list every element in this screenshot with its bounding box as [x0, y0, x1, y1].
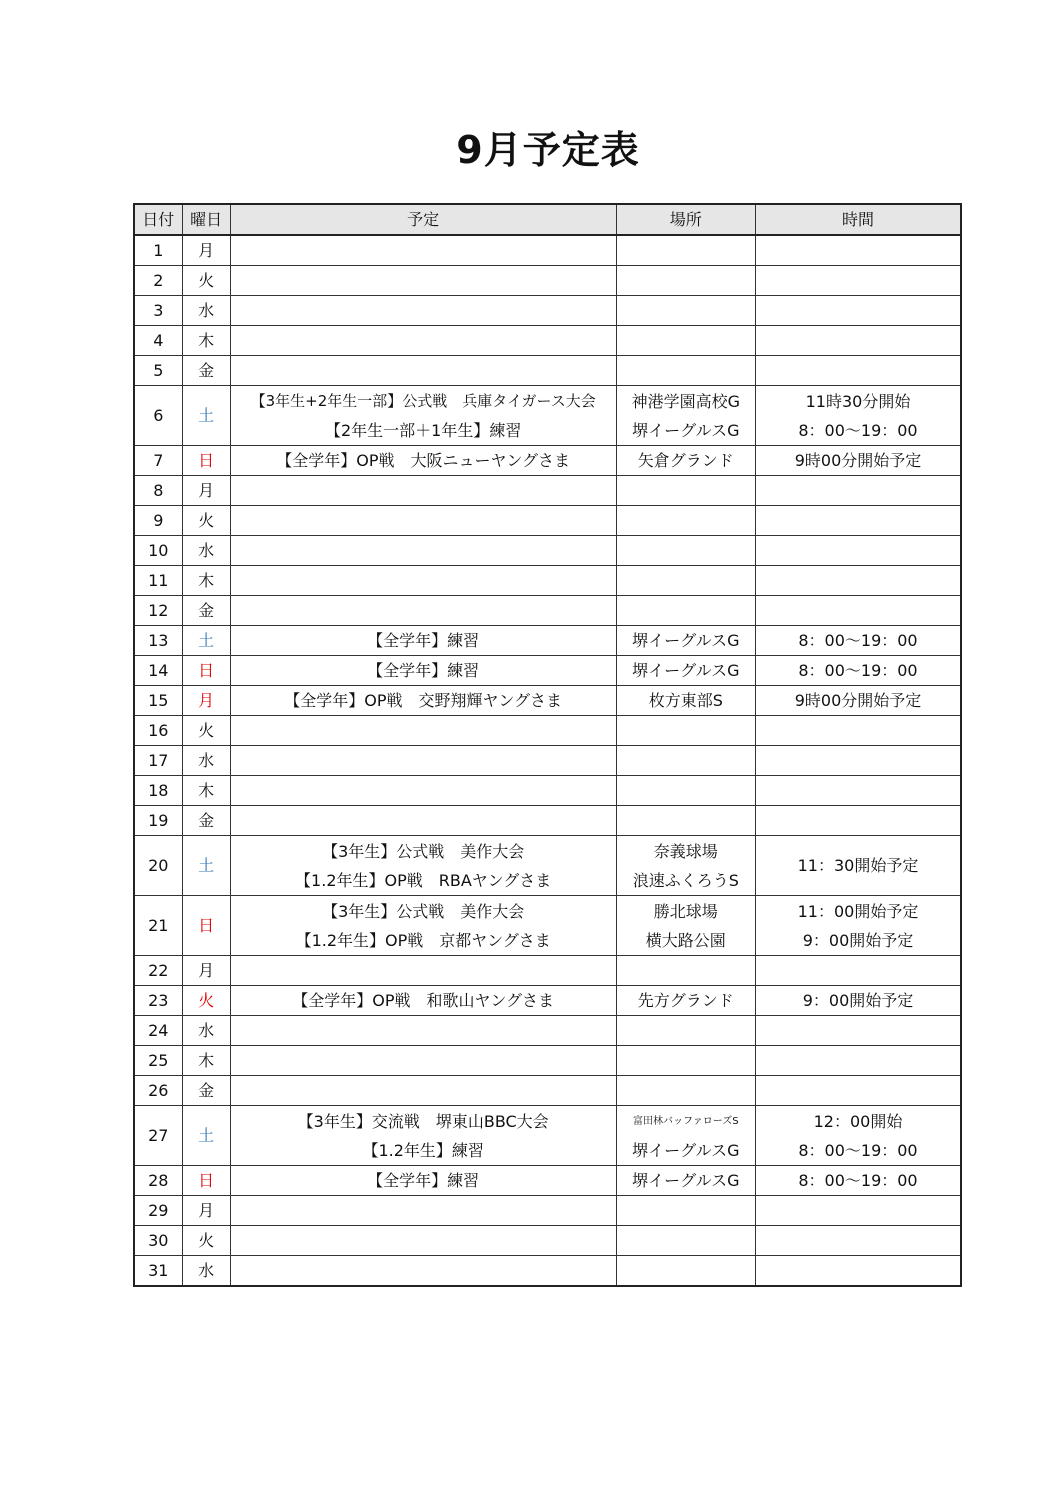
place-cell	[616, 656, 755, 686]
date-cell: 25	[134, 1046, 182, 1076]
time-cell	[755, 806, 961, 836]
table-row	[134, 1016, 961, 1046]
event-cell	[230, 1256, 616, 1287]
weekday-cell: 月	[182, 476, 230, 506]
time-cell	[755, 1196, 961, 1226]
table-row	[134, 1166, 961, 1196]
time-cell	[755, 235, 961, 266]
time-cell	[755, 356, 961, 386]
time-cell-line: 11：00開始予定	[797, 901, 919, 921]
time-cell	[755, 956, 961, 986]
place-cell-line: 枚方東部S	[648, 691, 723, 710]
date-cell: 3	[134, 296, 182, 326]
place-cell-line: 横大路公園	[645, 930, 726, 950]
event-cell	[230, 566, 616, 596]
time-cell	[755, 1166, 961, 1196]
table-row	[134, 806, 961, 836]
date-cell: 27	[134, 1106, 182, 1166]
table-row	[134, 1046, 961, 1076]
time-cell-line: 8：00～19：00	[798, 661, 918, 680]
time-cell	[755, 1046, 961, 1076]
header-dow: 曜日	[182, 204, 230, 235]
event-cell-line: 【1.2年生】練習	[362, 1140, 484, 1160]
table-row	[134, 956, 961, 986]
date-cell: 18	[134, 776, 182, 806]
time-cell-line: 9時00分開始予定	[794, 451, 922, 470]
time-cell	[755, 506, 961, 536]
place-cell	[616, 476, 755, 506]
header-time: 時間	[755, 204, 961, 235]
time-cell-line: 8：00～19：00	[798, 1140, 918, 1160]
schedule-body	[134, 235, 961, 1286]
time-cell	[755, 896, 961, 956]
table-row	[134, 686, 961, 716]
place-cell-line: 堺イーグルスG	[632, 1140, 740, 1160]
place-cell-line: 矢倉グランド	[637, 451, 734, 470]
event-cell	[230, 716, 616, 746]
weekday-cell: 土	[182, 386, 230, 446]
place-cell-line: 勝北球場	[653, 901, 718, 921]
event-cell	[230, 326, 616, 356]
table-row	[134, 566, 961, 596]
weekday-cell: 日	[182, 896, 230, 956]
weekday-cell: 火	[182, 716, 230, 746]
table-row	[134, 776, 961, 806]
schedule-table	[133, 203, 962, 1287]
date-cell: 7	[134, 446, 182, 476]
place-cell	[616, 1016, 755, 1046]
weekday-cell: 金	[182, 806, 230, 836]
place-cell	[616, 1076, 755, 1106]
time-cell	[755, 266, 961, 296]
time-cell	[755, 1256, 961, 1287]
place-cell	[616, 986, 755, 1016]
weekday-cell: 日	[182, 1166, 230, 1196]
place-cell	[616, 776, 755, 806]
date-cell: 10	[134, 536, 182, 566]
event-cell	[230, 596, 616, 626]
table-row	[134, 626, 961, 656]
place-cell-line: 浪速ふくろうS	[632, 870, 739, 890]
time-cell	[755, 656, 961, 686]
weekday-cell: 火	[182, 266, 230, 296]
event-cell-line: 【全学年】OP戦 和歌山ヤングさま	[292, 991, 555, 1010]
event-cell	[230, 896, 616, 956]
time-cell-line: 9：00開始予定	[802, 991, 914, 1010]
place-cell	[616, 356, 755, 386]
date-cell: 28	[134, 1166, 182, 1196]
time-cell	[755, 716, 961, 746]
table-row	[134, 476, 961, 506]
event-cell	[230, 836, 616, 896]
time-cell	[755, 566, 961, 596]
place-cell	[616, 1256, 755, 1287]
event-cell	[230, 806, 616, 836]
table-row	[134, 235, 961, 266]
table-row	[134, 596, 961, 626]
time-cell	[755, 686, 961, 716]
time-cell	[755, 986, 961, 1016]
event-cell	[230, 1106, 616, 1166]
place-cell	[616, 566, 755, 596]
weekday-cell: 火	[182, 986, 230, 1016]
time-cell-line: 8：00～19：00	[798, 1171, 918, 1190]
event-cell	[230, 446, 616, 476]
place-cell-line: 神港学園高校G	[631, 391, 740, 411]
time-cell	[755, 1226, 961, 1256]
table-row	[134, 1106, 961, 1166]
weekday-cell: 水	[182, 1016, 230, 1046]
table-row	[134, 506, 961, 536]
place-cell	[616, 806, 755, 836]
date-cell: 11	[134, 566, 182, 596]
table-row	[134, 1226, 961, 1256]
place-cell-line: 富田林バッファローズS	[632, 1115, 739, 1127]
place-cell	[616, 386, 755, 446]
time-cell	[755, 746, 961, 776]
weekday-cell: 木	[182, 776, 230, 806]
time-cell	[755, 476, 961, 506]
table-row	[134, 1076, 961, 1106]
date-cell: 9	[134, 506, 182, 536]
place-cell	[616, 235, 755, 266]
table-row	[134, 386, 961, 446]
date-cell: 5	[134, 356, 182, 386]
event-cell	[230, 656, 616, 686]
time-cell-line: 8：00～19：00	[798, 631, 918, 650]
date-cell: 24	[134, 1016, 182, 1046]
table-row	[134, 716, 961, 746]
place-cell	[616, 296, 755, 326]
event-cell-line: 【3年生】公式戦 美作大会	[322, 901, 525, 921]
event-cell	[230, 956, 616, 986]
table-row	[134, 656, 961, 686]
weekday-cell: 水	[182, 296, 230, 326]
weekday-cell: 火	[182, 506, 230, 536]
event-cell	[230, 386, 616, 446]
time-cell-line: 11時30分開始	[805, 391, 911, 411]
event-cell-line: 【全学年】練習	[367, 631, 480, 650]
table-row	[134, 446, 961, 476]
time-cell	[755, 1076, 961, 1106]
time-cell	[755, 836, 961, 896]
event-cell-line: 【全学年】OP戦 交野翔輝ヤングさま	[284, 691, 563, 710]
event-cell	[230, 626, 616, 656]
time-cell	[755, 596, 961, 626]
place-cell	[616, 686, 755, 716]
place-cell	[616, 746, 755, 776]
time-cell-line: 11：30開始予定	[797, 856, 919, 875]
weekday-cell: 月	[182, 686, 230, 716]
event-cell-line: 【3年生+2年生一部】公式戦 兵庫タイガース大会	[250, 391, 596, 410]
place-cell	[616, 626, 755, 656]
table-row	[134, 746, 961, 776]
time-cell-line: 9時00分開始予定	[794, 691, 922, 710]
place-cell	[616, 716, 755, 746]
place-cell	[616, 956, 755, 986]
weekday-cell: 水	[182, 746, 230, 776]
event-cell-line: 【1.2年生】OP戦 RBAヤングさま	[295, 870, 552, 890]
date-cell: 30	[134, 1226, 182, 1256]
date-cell: 23	[134, 986, 182, 1016]
weekday-cell: 土	[182, 626, 230, 656]
time-cell	[755, 626, 961, 656]
date-cell: 8	[134, 476, 182, 506]
date-cell: 17	[134, 746, 182, 776]
time-cell	[755, 1106, 961, 1166]
date-cell: 20	[134, 836, 182, 896]
page-title: 9月予定表	[456, 128, 640, 172]
place-cell	[616, 506, 755, 536]
weekday-cell: 木	[182, 1046, 230, 1076]
date-cell: 13	[134, 626, 182, 656]
weekday-cell: 木	[182, 326, 230, 356]
place-cell-line: 堺イーグルスG	[632, 631, 740, 650]
date-cell: 14	[134, 656, 182, 686]
place-cell	[616, 446, 755, 476]
header-event: 予定	[230, 204, 616, 235]
date-cell: 16	[134, 716, 182, 746]
event-cell	[230, 986, 616, 1016]
weekday-cell: 金	[182, 1076, 230, 1106]
date-cell: 31	[134, 1256, 182, 1287]
date-cell: 6	[134, 386, 182, 446]
weekday-cell: 月	[182, 1196, 230, 1226]
time-cell	[755, 1016, 961, 1046]
event-cell-line: 【3年生】公式戦 美作大会	[322, 841, 525, 861]
date-cell: 22	[134, 956, 182, 986]
event-cell	[230, 746, 616, 776]
table-row	[134, 986, 961, 1016]
place-cell	[616, 1166, 755, 1196]
weekday-cell: 火	[182, 1226, 230, 1256]
event-cell	[230, 506, 616, 536]
event-cell-line: 【2年生一部＋1年生】練習	[324, 420, 522, 440]
table-row	[134, 896, 961, 956]
time-cell	[755, 446, 961, 476]
event-cell	[230, 235, 616, 266]
event-cell	[230, 266, 616, 296]
place-cell-line: 堺イーグルスG	[632, 661, 740, 680]
place-cell	[616, 1226, 755, 1256]
table-row	[134, 536, 961, 566]
event-cell	[230, 1046, 616, 1076]
weekday-cell: 日	[182, 656, 230, 686]
event-cell	[230, 356, 616, 386]
table-row	[134, 836, 961, 896]
table-row	[134, 1196, 961, 1226]
event-cell	[230, 476, 616, 506]
place-cell	[616, 536, 755, 566]
event-cell	[230, 776, 616, 806]
header-date: 日付	[134, 204, 182, 235]
date-cell: 12	[134, 596, 182, 626]
event-cell	[230, 686, 616, 716]
time-cell-line: 12：00開始	[813, 1111, 903, 1131]
weekday-cell: 水	[182, 1256, 230, 1287]
weekday-cell: 月	[182, 956, 230, 986]
table-row	[134, 356, 961, 386]
event-cell	[230, 1196, 616, 1226]
weekday-cell: 土	[182, 836, 230, 896]
event-cell	[230, 1226, 616, 1256]
place-cell-line: 堺イーグルスG	[632, 420, 740, 440]
event-cell-line: 【全学年】練習	[367, 1171, 480, 1190]
date-cell: 26	[134, 1076, 182, 1106]
event-cell-line: 【1.2年生】OP戦 京都ヤングさま	[295, 930, 551, 950]
time-cell	[755, 536, 961, 566]
time-cell-line: 9：00開始予定	[802, 930, 914, 950]
event-cell	[230, 296, 616, 326]
date-cell: 19	[134, 806, 182, 836]
weekday-cell: 木	[182, 566, 230, 596]
event-cell	[230, 1076, 616, 1106]
weekday-cell: 金	[182, 356, 230, 386]
table-row	[134, 266, 961, 296]
time-cell	[755, 296, 961, 326]
event-cell	[230, 536, 616, 566]
time-cell-line: 8：00～19：00	[798, 420, 918, 440]
time-cell	[755, 386, 961, 446]
date-cell: 21	[134, 896, 182, 956]
time-cell	[755, 326, 961, 356]
weekday-cell: 金	[182, 596, 230, 626]
weekday-cell: 土	[182, 1106, 230, 1166]
place-cell	[616, 1106, 755, 1166]
place-cell-line: 先方グランド	[637, 991, 734, 1010]
place-cell	[616, 836, 755, 896]
table-row	[134, 1256, 961, 1287]
place-cell-line: 奈義球場	[653, 841, 718, 861]
weekday-cell: 月	[182, 235, 230, 266]
event-cell-line: 【全学年】OP戦 大阪ニューヤングさま	[276, 451, 571, 470]
place-cell	[616, 266, 755, 296]
date-cell: 15	[134, 686, 182, 716]
table-row	[134, 326, 961, 356]
weekday-cell: 水	[182, 536, 230, 566]
place-cell	[616, 1196, 755, 1226]
place-cell	[616, 326, 755, 356]
place-cell	[616, 596, 755, 626]
time-cell	[755, 776, 961, 806]
event-cell-line: 【全学年】練習	[367, 661, 480, 680]
date-cell: 29	[134, 1196, 182, 1226]
event-cell-line: 【3年生】交流戦 堺東山BBC大会	[297, 1111, 549, 1131]
weekday-cell: 日	[182, 446, 230, 476]
date-cell: 1	[134, 235, 182, 266]
event-cell	[230, 1166, 616, 1196]
header-row	[134, 204, 961, 235]
date-cell: 4	[134, 326, 182, 356]
place-cell	[616, 896, 755, 956]
table-row	[134, 296, 961, 326]
header-place: 場所	[616, 204, 755, 235]
event-cell	[230, 1016, 616, 1046]
date-cell: 2	[134, 266, 182, 296]
place-cell-line: 堺イーグルスG	[632, 1171, 740, 1190]
place-cell	[616, 1046, 755, 1076]
